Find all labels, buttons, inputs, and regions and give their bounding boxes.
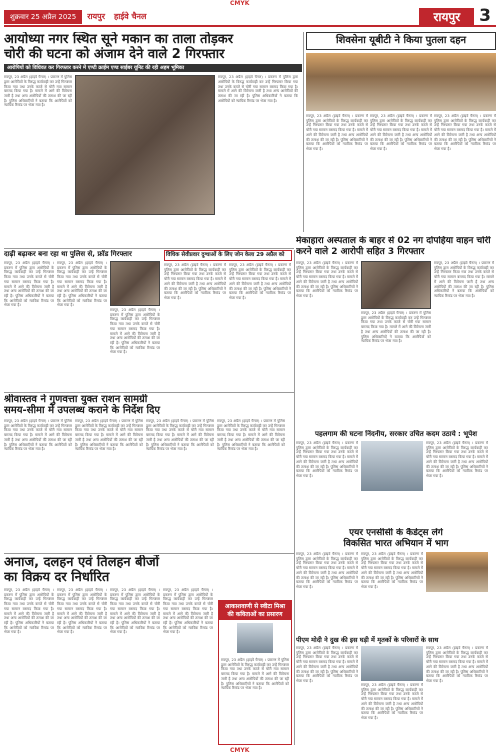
headline: पहलगाम की घटना निंदनीय, सरकार उचित कदम उठाये : भूपेश — [315, 430, 477, 438]
story-body: रायपुर, 23 अप्रैल (हाइवे चैनल) । प्रकरण में पुलिस द्वारा आरोपियों के विरुद्ध कार्यवाही कर उन्हें गिरफ्तार किया गया तथा उनके कब्जे से चोरी गया सामान बरामद किया गया है। मामले में आगे की विवेचना जारी है तथा अन्य आरोपियों की तलाश की जा रही है। पुलिस अधिकारियों ने बताया कि आरोपियों को न्यायिक रिमांड पर भेजा गया है। — [164, 263, 226, 300]
poet-photo — [237, 623, 273, 653]
story-subhead: आरोपियों को विधिवत कर गिरफ्तार करने में एण्टी क्राईम एण्ड साईबर यूनिट की रही अहम भूमिका — [4, 64, 302, 72]
story-body: रायपुर, 23 अप्रैल (हाइवे चैनल) । प्रकरण में पुलिस द्वारा आरोपियों के विरुद्ध कार्यवाही कर उन्हें गिरफ्तार किया गया तथा उनके कब्जे से चोरी गया सामान बरामद किया गया है। मामले में आगे की विवेचना जारी है तथा अन्य आरोपियों की तलाश की जा रही है। पुलिस अधिकारियों ने बताया कि आरोपियों को न्यायिक रिमांड पर भेजा गया है। — [57, 588, 107, 635]
story-body: रायपुर, 23 अप्रैल (हाइवे चैनल) । प्रकरण में पुलिस द्वारा आरोपियों के विरुद्ध कार्यवाही कर उन्हें गिरफ्तार किया गया तथा उनके कब्जे से चोरी गया सामान बरामद किया गया है। मामले में आगे की विवेचना जारी है तथा अन्य आरोपियों की तलाश की जा रही है। पुलिस अधिकारियों ने बताया कि आरोपियों को न्यायिक रिमांड पर भेजा गया है। — [146, 419, 214, 452]
divider — [4, 553, 294, 554]
headline-line1: श्रीवास्तव ने गुणवत्ता युक्त राशन सामग्री — [4, 394, 148, 405]
story-vehicle-theft — [296, 236, 496, 428]
story-body: रायपुर, 23 अप्रैल (हाइवे चैनल) । प्रकरण में पुलिस द्वारा आरोपियों के विरुद्ध कार्यवाही कर उन्हें गिरफ्तार किया गया तथा उनके कब्जे से चोरी गया सामान बरामद किया गया है। मामले में आगे की विवेचना जारी है तथा अन्य आरोपियों की तलाश की जा रही है। पुलिस अधिकारियों ने बताया कि आरोपियों को न्यायिक रिमांड पर भेजा गया है। — [426, 646, 488, 683]
story-fraud-arrest — [4, 250, 161, 392]
story-body: रायपुर, 23 अप्रैल (हाइवे चैनल) । प्रकरण में पुलिस द्वारा आरोपियों के विरुद्ध कार्यवाही कर उन्हें गिरफ्तार किया गया तथा उनके कब्जे से चोरी गया सामान बरामद किया गया है। मामले में आगे की विवेचना जारी है तथा अन्य आरोपियों की तलाश की जा रही है। पुलिस अधिकारियों ने बताया कि आरोपियों को न्यायिक रिमांड पर भेजा गया है। — [434, 114, 496, 151]
story-body: रायपुर, 23 अप्रैल (हाइवे चैनल) । प्रकरण में पुलिस द्वारा आरोपियों के विरुद्ध कार्यवाही कर उन्हें गिरफ्तार किया गया तथा उनके कब्जे से चोरी गया सामान बरामद किया गया है। मामले में आगे की विवेचना जारी है तथा अन्य आरोपियों की तलाश की जा रही है। पुलिस अधिकारियों ने बताया कि आरोपियों को न्यायिक रिमांड पर भेजा गया है। — [4, 261, 54, 308]
story-pahalgam-reaction — [296, 430, 496, 525]
divider — [4, 248, 294, 249]
page-number: 3 — [479, 6, 491, 27]
story-body: रायपुर, 23 अप्रैल (हाइवे चैनल) । प्रकरण में पुलिस द्वारा आरोपियों के विरुद्ध कार्यवाही कर उन्हें गिरफ्तार किया गया तथा उनके कब्जे से चोरी गया सामान बरामद किया गया है। मामले में आगे की विवेचना जारी है तथा अन्य आरोपियों की तलाश की जा रही है। पुलिस अधिकारियों ने बताया कि आरोपियों को न्यायिक रिमांड पर भेजा गया है। — [296, 261, 358, 298]
divider — [303, 32, 304, 232]
paper-name: हाईवे चैनल — [114, 12, 147, 21]
story-body: रायपुर, 23 अप्रैल (हाइवे चैनल) । प्रकरण में पुलिस द्वारा आरोपियों के विरुद्ध कार्यवाही कर उन्हें गिरफ्तार किया गया तथा उनके कब्जे से चोरी गया सामान बरामद किया गया है। मामले में आगे की विवेचना जारी है तथा अन्य आरोपियों की तलाश की जा रही है। पुलिस अधिकारियों ने बताया कि आरोपियों को न्यायिक रिमांड पर भेजा गया है। — [361, 311, 431, 344]
divider — [4, 392, 294, 393]
story-effigy-burn — [306, 32, 496, 232]
story-body: रायपुर, 23 अप्रैल (हाइवे चैनल) । प्रकरण में पुलिस द्वारा आरोपियों के विरुद्ध कार्यवाही कर उन्हें गिरफ्तार किया गया तथा उनके कब्जे से चोरी गया सामान बरामद किया गया है। मामले में आगे की विवेचना जारी है तथा अन्य आरोपियों की तलाश की जा रही है। पुलिस अधिकारियों ने बताया कि आरोपियों को न्यायिक रिमांड पर भेजा गया है। — [4, 75, 72, 108]
divider — [294, 250, 295, 745]
pm-photo — [361, 646, 423, 681]
headline: दाढ़ी बढ़ाकर बना रहा था पुलिस से, फ्रॉड गिरफ्तार — [4, 250, 132, 258]
box-title: आकाशवाणी से स्वीटा मिश्रा की कविताओं का प्रसारण — [219, 601, 291, 620]
story-radio-poetry — [218, 600, 292, 745]
story-body: रायपुर, 23 अप्रैल (हाइवे चैनल) । प्रकरण में पुलिस द्वारा आरोपियों के विरुद्ध कार्यवाही कर उन्हें गिरफ्तार किया गया तथा उनके कब्जे से चोरी गया सामान बरामद किया गया है। मामले में आगे की विवेचना जारी है तथा अन्य आरोपियों की तलाश की जा रही है। पुलिस अधिकारियों ने बताया कि आरोपियों को न्यायिक रिमांड पर भेजा गया है। — [306, 114, 368, 151]
story-body: रायपुर, 23 अप्रैल (हाइवे चैनल) । प्रकरण में पुलिस द्वारा आरोपियों के विरुद्ध कार्यवाही कर उन्हें गिरफ्तार किया गया तथा उनके कब्जे से चोरी गया सामान बरामद किया गया है। मामले में आगे की विवेचना जारी है तथा अन्य आरोपियों की तलाश की जा रही है। पुलिस अधिकारियों ने बताया कि आरोपियों को न्यायिक रिमांड पर भेजा गया है। — [4, 588, 54, 635]
story-body: रायपुर, 23 अप्रैल (हाइवे चैनल) । प्रकरण में पुलिस द्वारा आरोपियों के विरुद्ध कार्यवाही कर उन्हें गिरफ्तार किया गया तथा उनके कब्जे से चोरी गया सामान बरामद किया गया है। मामले में आगे की विवेचना जारी है तथा अन्य आरोपियों की तलाश की जा रही है। पुलिस अधिकारियों ने बताया कि आरोपियों को न्यायिक रिमांड पर भेजा गया है। — [229, 263, 291, 300]
story-ncc-cadets — [296, 528, 496, 634]
story-ration-supply — [4, 394, 292, 552]
headline-line1: आयोध्या नगर स्थित सूने मकान का ताला तोड़कर — [4, 32, 234, 47]
story-body: रायपुर, 23 अप्रैल (हाइवे चैनल) । प्रकरण में पुलिस द्वारा आरोपियों के विरुद्ध कार्यवाही कर उन्हें गिरफ्तार किया गया तथा उनके कब्जे से चोरी गया सामान बरामद किया गया है। मामले में आगे की विवेचना जारी है तथा अन्य आरोपियों की तलाश की जा रही है। पुलिस अधिकारियों ने बताया कि आरोपियों को न्यायिक रिमांड पर भेजा गया है। — [217, 419, 285, 452]
headline: शिवसेना यूबीटी ने किया पुतला दहन — [306, 32, 496, 50]
story-body: रायपुर, 23 अप्रैल (हाइवे चैनल) । प्रकरण में पुलिस द्वारा आरोपियों के विरुद्ध कार्यवाही कर उन्हें गिरफ्तार किया गया तथा उनके कब्जे से चोरी गया सामान बरामद किया गया है। मामले में आगे की विवेचना जारी है तथा अन्य आरोपियों की तलाश की जा रही है। पुलिस अधिकारियों ने बताया कि आरोपियों को न्यायिक रिमांड पर भेजा गया है। — [110, 588, 160, 635]
headline-line2: चोरी की घटना को अंजाम देने वाले 2 गिरफ्तार — [4, 47, 225, 62]
edition-city: रायपुर — [87, 12, 105, 21]
story-body: रायपुर, 23 अप्रैल (हाइवे चैनल) । प्रकरण में पुलिस द्वारा आरोपियों के विरुद्ध कार्यवाही कर उन्हें गिरफ्तार किया गया तथा उनके कब्जे से चोरी गया सामान बरामद किया गया है। मामले में आगे की विवेचना जारी है तथा अन्य आरोपियों की तलाश की जा रही है। पुलिस अधिकारियों ने बताया कि आरोपियों को न्यायिक रिमांड पर भेजा गया है। — [218, 75, 298, 103]
accused-photo — [110, 261, 160, 306]
headline-line1: अनाज, दलहन एवं तिलहन बीजों — [4, 555, 159, 570]
headline-line1: एयर एनसीसी के कैडेट्स लेंगे — [349, 528, 443, 538]
story-body: रायपुर, 23 अप्रैल (हाइवे चैनल) । प्रकरण में पुलिस द्वारा आरोपियों के विरुद्ध कार्यवाही कर उन्हें गिरफ्तार किया गया तथा उनके कब्जे से चोरी गया सामान बरामद किया गया है। मामले में आगे की विवेचना जारी है तथा अन्य आरोपियों की तलाश की जा रही है। पुलिस अधिकारियों ने बताया कि आरोपियों को न्यायिक रिमांड पर भेजा गया है। — [426, 441, 488, 478]
story-legal-camp — [164, 250, 292, 392]
page-header — [4, 6, 496, 27]
section-name: रायपुर — [419, 8, 474, 26]
headline: मेकाहारा अस्पताल के बाहर से 02 नग दोपहिया वाहन चोरी करने वाले 2 आरोपी सहित 3 गिरफ्तार — [296, 236, 491, 257]
story-body: रायपुर, 23 अप्रैल (हाइवे चैनल) । प्रकरण में पुलिस द्वारा आरोपियों के विरुद्ध कार्यवाही कर उन्हें गिरफ्तार किया गया तथा उनके कब्जे से चोरी गया सामान बरामद किया गया है। मामले में आगे की विवेचना जारी है तथा अन्य आरोपियों की तलाश की जा रही है। पुलिस अधिकारियों ने बताया कि आरोपियों को न्यायिक रिमांड पर भेजा गया है। — [296, 552, 358, 589]
issue-date: शुक्रवार 25 अप्रैल 2025 — [4, 10, 82, 24]
story-body: रायपुर, 23 अप्रैल (हाइवे चैनल) । प्रकरण में पुलिस द्वारा आरोपियों के विरुद्ध कार्यवाही कर उन्हें गिरफ्तार किया गया तथा उनके कब्जे से चोरी गया सामान बरामद किया गया है। मामले में आगे की विवेचना जारी है तथा अन्य आरोपियों की तलाश की जा रही है। पुलिस अधिकारियों ने बताया कि आरोपियों को न्यायिक रिमांड पर भेजा गया है। — [110, 308, 160, 355]
headline-line2: का विक्रय दर निर्धारित — [4, 570, 110, 585]
leader-photo — [361, 441, 423, 491]
story-body: रायपुर, 23 अप्रैल (हाइवे चैनल) । प्रकरण में पुलिस द्वारा आरोपियों के विरुद्ध कार्यवाही कर उन्हें गिरफ्तार किया गया तथा उनके कब्जे से चोरी गया सामान बरामद किया गया है। मामले में आगे की विवेचना जारी है तथा अन्य आरोपियों की तलाश की जा रही है। पुलिस अधिकारियों ने बताया कि आरोपियों को न्यायिक रिमांड पर भेजा गया है। — [361, 683, 423, 720]
headline-line2: समय-सीमा में उपलब्ध कराने के निर्देश दिए — [4, 405, 160, 416]
cmyk-mark-bottom: CMYK — [230, 746, 250, 754]
story-theft-arrest — [4, 32, 302, 248]
story-body: रायपुर, 23 अप्रैल (हाइवे चैनल) । प्रकरण में पुलिस द्वारा आरोपियों के विरुद्ध कार्यवाही कर उन्हें गिरफ्तार किया गया तथा उनके कब्जे से चोरी गया सामान बरामद किया गया है। मामले में आगे की विवेचना जारी है तथा अन्य आरोपियों की तलाश की जा रही है। पुलिस अधिकारियों ने बताया कि आरोपियों को न्यायिक रिमांड पर भेजा गया है। — [57, 261, 107, 308]
headline-line2: विकसित भारत अभियान में भाग — [343, 539, 449, 549]
headline: पीएम मोदी ने दुख की इस घड़ी में मृतकों के परिवारों के साथ — [296, 636, 439, 644]
story-pm-condolence — [296, 636, 496, 744]
story-body: रायपुर, 23 अप्रैल (हाइवे चैनल) । प्रकरण में पुलिस द्वारा आरोपियों के विरुद्ध कार्यवाही कर उन्हें गिरफ्तार किया गया तथा उनके कब्जे से चोरी गया सामान बरामद किया गया है। मामले में आगे की विवेचना जारी है तथा अन्य आरोपियों की तलाश की जा रही है। पुलिस अधिकारियों ने बताया कि आरोपियों को न्यायिक रिमांड पर भेजा गया है। — [361, 552, 423, 589]
protest-photo — [306, 53, 496, 111]
cadets-photo — [426, 552, 488, 592]
story-body: रायपुर, 23 अप्रैल (हाइवे चैनल) । प्रकरण में पुलिस द्वारा आरोपियों के विरुद्ध कार्यवाही कर उन्हें गिरफ्तार किया गया तथा उनके कब्जे से चोरी गया सामान बरामद किया गया है। मामले में आगे की विवेचना जारी है तथा अन्य आरोपियों की तलाश की जा रही है। पुलिस अधिकारियों ने बताया कि आरोपियों को न्यायिक रिमांड पर भेजा गया है। — [296, 646, 358, 683]
story-body: रायपुर, 23 अप्रैल (हाइवे चैनल) । प्रकरण में पुलिस द्वारा आरोपियों के विरुद्ध कार्यवाही कर उन्हें गिरफ्तार किया गया तथा उनके कब्जे से चोरी गया सामान बरामद किया गया है। मामले में आगे की विवेचना जारी है तथा अन्य आरोपियों की तलाश की जा रही है। पुलिस अधिकारियों ने बताया कि आरोपियों को न्यायिक रिमांड पर भेजा गया है। — [4, 419, 72, 452]
story-body: रायपुर, 23 अप्रैल (हाइवे चैनल) । प्रकरण में पुलिस द्वारा आरोपियों के विरुद्ध कार्यवाही कर उन्हें गिरफ्तार किया गया तथा उनके कब्जे से चोरी गया सामान बरामद किया गया है। मामले में आगे की विवेचना जारी है तथा अन्य आरोपियों की तलाश की जा रही है। पुलिस अधिकारियों ने बताया कि आरोपियों को न्यायिक रिमांड पर भेजा गया है। — [221, 658, 289, 691]
story-body: रायपुर, 23 अप्रैल (हाइवे चैनल) । प्रकरण में पुलिस द्वारा आरोपियों के विरुद्ध कार्यवाही कर उन्हें गिरफ्तार किया गया तथा उनके कब्जे से चोरी गया सामान बरामद किया गया है। मामले में आगे की विवेचना जारी है तथा अन्य आरोपियों की तलाश की जा रही है। पुलिस अधिकारियों ने बताया कि आरोपियों को न्यायिक रिमांड पर भेजा गया है। — [75, 419, 143, 452]
story-body: रायपुर, 23 अप्रैल (हाइवे चैनल) । प्रकरण में पुलिस द्वारा आरोपियों के विरुद्ध कार्यवाही कर उन्हें गिरफ्तार किया गया तथा उनके कब्जे से चोरी गया सामान बरामद किया गया है। मामले में आगे की विवेचना जारी है तथा अन्य आरोपियों की तलाश की जा रही है। पुलिस अधिकारियों ने बताया कि आरोपियों को न्यायिक रिमांड पर भेजा गया है। — [370, 114, 432, 151]
accused-photo — [75, 75, 215, 215]
headline: विधिक सेवीप्रवार दुग्धाओं के लिए जोन केला 29 अप्रैल को — [164, 250, 292, 261]
story-body: रायपुर, 23 अप्रैल (हाइवे चैनल) । प्रकरण में पुलिस द्वारा आरोपियों के विरुद्ध कार्यवाही कर उन्हें गिरफ्तार किया गया तथा उनके कब्जे से चोरी गया सामान बरामद किया गया है। मामले में आगे की विवेचना जारी है तथा अन्य आरोपियों की तलाश की जा रही है। पुलिस अधिकारियों ने बताया कि आरोपियों को न्यायिक रिमांड पर भेजा गया है। — [163, 588, 213, 635]
story-body: रायपुर, 23 अप्रैल (हाइवे चैनल) । प्रकरण में पुलिस द्वारा आरोपियों के विरुद्ध कार्यवाही कर उन्हें गिरफ्तार किया गया तथा उनके कब्जे से चोरी गया सामान बरामद किया गया है। मामले में आगे की विवेचना जारी है तथा अन्य आरोपियों की तलाश की जा रही है। पुलिस अधिकारियों ने बताया कि आरोपियों को न्यायिक रिमांड पर भेजा गया है। — [434, 261, 494, 298]
accused-photo — [361, 261, 431, 309]
story-body: रायपुर, 23 अप्रैल (हाइवे चैनल) । प्रकरण में पुलिस द्वारा आरोपियों के विरुद्ध कार्यवाही कर उन्हें गिरफ्तार किया गया तथा उनके कब्जे से चोरी गया सामान बरामद किया गया है। मामले में आगे की विवेचना जारी है तथा अन्य आरोपियों की तलाश की जा रही है। पुलिस अधिकारियों ने बताया कि आरोपियों को न्यायिक रिमांड पर भेजा गया है। — [296, 441, 358, 478]
story-seed-prices — [4, 555, 214, 745]
cmyk-mark: CMYK — [230, 0, 250, 7]
